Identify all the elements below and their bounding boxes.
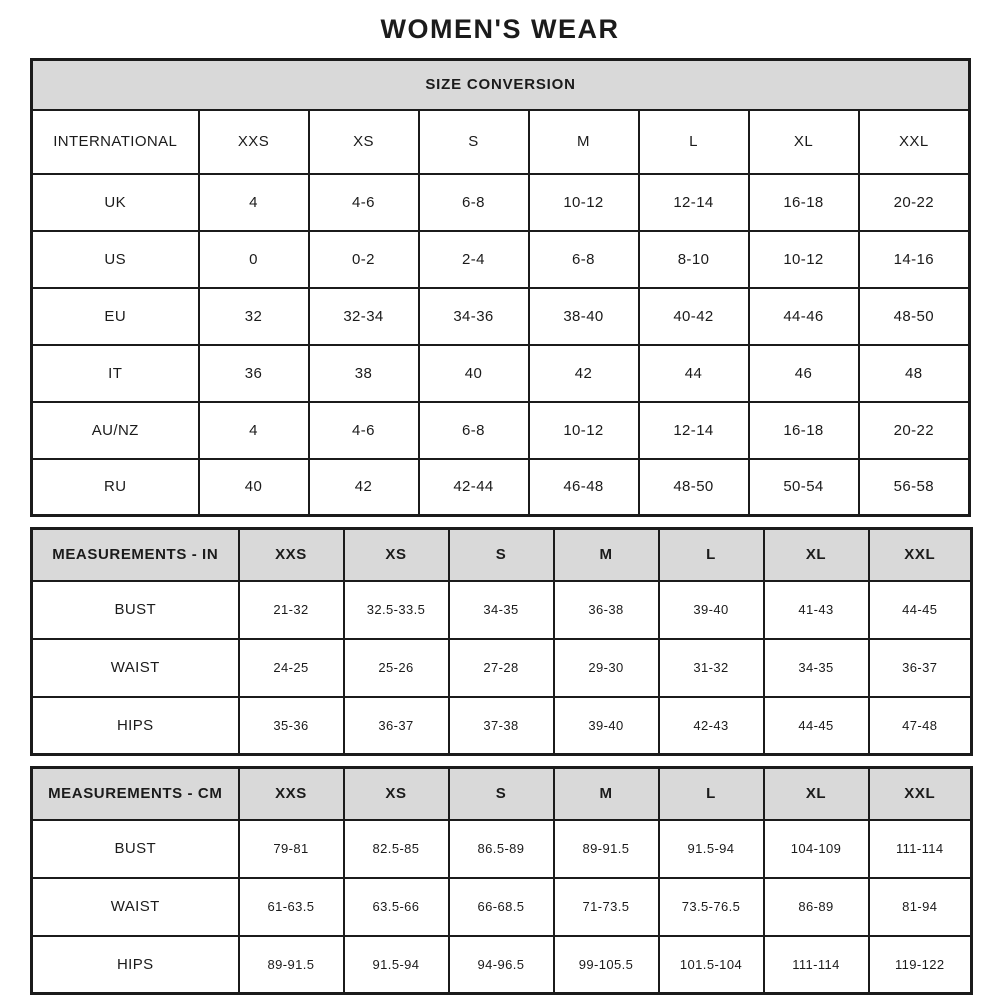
value-cell: 0-2: [309, 231, 419, 288]
row-label: IT: [32, 345, 199, 402]
header-label: INTERNATIONAL: [32, 110, 199, 174]
table-row: [32, 697, 972, 755]
value-cell: 34-35: [449, 581, 554, 639]
value-cell: 4: [199, 402, 309, 459]
size-header: XS: [344, 768, 449, 820]
value-cell: 56-58: [859, 459, 970, 516]
value-cell: 35-36: [239, 697, 344, 755]
header-label: MEASUREMENTS - IN: [32, 529, 239, 581]
size-header: XXS: [239, 768, 344, 820]
value-cell: 39-40: [659, 581, 764, 639]
size-header: M: [554, 768, 659, 820]
value-cell: 86.5-89: [449, 820, 554, 878]
value-cell: 12-14: [639, 402, 749, 459]
value-cell: 37-38: [449, 697, 554, 755]
size-conversion-table: [30, 58, 971, 517]
value-cell: 36-38: [554, 581, 659, 639]
size-header: L: [639, 110, 749, 174]
value-cell: 27-28: [449, 639, 554, 697]
row-label: HIPS: [32, 936, 239, 994]
value-cell: 10-12: [749, 231, 859, 288]
value-cell: 4-6: [309, 174, 419, 231]
value-cell: 104-109: [764, 820, 869, 878]
value-cell: 86-89: [764, 878, 869, 936]
value-cell: 44-45: [869, 581, 972, 639]
size-header: S: [449, 529, 554, 581]
table-row: [32, 231, 970, 288]
row-label: EU: [32, 288, 199, 345]
value-cell: 4: [199, 174, 309, 231]
value-cell: 89-91.5: [554, 820, 659, 878]
page-title: WOMEN'S WEAR: [380, 14, 620, 44]
header-row: [32, 110, 970, 174]
value-cell: 40: [199, 459, 309, 516]
value-cell: 10-12: [529, 402, 639, 459]
value-cell: 111-114: [764, 936, 869, 994]
row-label: RU: [32, 459, 199, 516]
size-header: M: [529, 110, 639, 174]
value-cell: 94-96.5: [449, 936, 554, 994]
value-cell: 61-63.5: [239, 878, 344, 936]
value-cell: 38: [309, 345, 419, 402]
size-header: XXL: [859, 110, 970, 174]
value-cell: 34-36: [419, 288, 529, 345]
row-label: WAIST: [32, 878, 239, 936]
value-cell: 24-25: [239, 639, 344, 697]
value-cell: 44: [639, 345, 749, 402]
value-cell: 41-43: [764, 581, 869, 639]
row-label: US: [32, 231, 199, 288]
value-cell: 82.5-85: [344, 820, 449, 878]
value-cell: 16-18: [749, 174, 859, 231]
value-cell: 16-18: [749, 402, 859, 459]
value-cell: 73.5-76.5: [659, 878, 764, 936]
size-header: L: [659, 768, 764, 820]
value-cell: 91.5-94: [344, 936, 449, 994]
value-cell: 79-81: [239, 820, 344, 878]
header-label: MEASUREMENTS - CM: [32, 768, 239, 820]
table-row: [32, 402, 970, 459]
value-cell: 66-68.5: [449, 878, 554, 936]
value-cell: 46-48: [529, 459, 639, 516]
value-cell: 25-26: [344, 639, 449, 697]
value-cell: 32-34: [309, 288, 419, 345]
table-row: [32, 345, 970, 402]
row-label: WAIST: [32, 639, 239, 697]
value-cell: 47-48: [869, 697, 972, 755]
size-header: M: [554, 529, 659, 581]
value-cell: 50-54: [749, 459, 859, 516]
value-cell: 32.5-33.5: [344, 581, 449, 639]
row-label: BUST: [32, 820, 239, 878]
table-row: [32, 288, 970, 345]
value-cell: 48-50: [639, 459, 749, 516]
value-cell: 40-42: [639, 288, 749, 345]
value-cell: 10-12: [529, 174, 639, 231]
row-label: UK: [32, 174, 199, 231]
size-conversion-banner: SIZE CONVERSION: [32, 60, 970, 110]
value-cell: 42-44: [419, 459, 529, 516]
value-cell: 48: [859, 345, 970, 402]
value-cell: 31-32: [659, 639, 764, 697]
value-cell: 40: [419, 345, 529, 402]
size-header: XL: [764, 768, 869, 820]
value-cell: 42: [309, 459, 419, 516]
size-header: S: [449, 768, 554, 820]
value-cell: 32: [199, 288, 309, 345]
value-cell: 6-8: [419, 402, 529, 459]
table-row: [32, 639, 972, 697]
value-cell: 20-22: [859, 174, 970, 231]
size-header: XXS: [199, 110, 309, 174]
table-row: [32, 820, 972, 878]
value-cell: 39-40: [554, 697, 659, 755]
value-cell: 36: [199, 345, 309, 402]
value-cell: 101.5-104: [659, 936, 764, 994]
value-cell: 0: [199, 231, 309, 288]
size-header: XS: [344, 529, 449, 581]
row-label: BUST: [32, 581, 239, 639]
size-header: XXL: [869, 529, 972, 581]
measurements-in-table: [30, 527, 973, 756]
measurements-cm-table: [30, 766, 973, 995]
row-label: AU/NZ: [32, 402, 199, 459]
size-header: XL: [764, 529, 869, 581]
row-label: HIPS: [32, 697, 239, 755]
table-row: [32, 936, 972, 994]
value-cell: 6-8: [529, 231, 639, 288]
value-cell: 63.5-66: [344, 878, 449, 936]
size-header: L: [659, 529, 764, 581]
size-header: XXS: [239, 529, 344, 581]
value-cell: 21-32: [239, 581, 344, 639]
table-row: [32, 878, 972, 936]
value-cell: 34-35: [764, 639, 869, 697]
table-row: [32, 459, 970, 516]
value-cell: 20-22: [859, 402, 970, 459]
value-cell: 42: [529, 345, 639, 402]
value-cell: 89-91.5: [239, 936, 344, 994]
size-header: XXL: [869, 768, 972, 820]
value-cell: 46: [749, 345, 859, 402]
value-cell: 71-73.5: [554, 878, 659, 936]
value-cell: 48-50: [859, 288, 970, 345]
table-banner-row: [32, 60, 970, 110]
value-cell: 29-30: [554, 639, 659, 697]
value-cell: 81-94: [869, 878, 972, 936]
value-cell: 44-45: [764, 697, 869, 755]
value-cell: 14-16: [859, 231, 970, 288]
value-cell: 2-4: [419, 231, 529, 288]
size-header: XL: [749, 110, 859, 174]
table-row: [32, 174, 970, 231]
value-cell: 12-14: [639, 174, 749, 231]
value-cell: 91.5-94: [659, 820, 764, 878]
value-cell: 8-10: [639, 231, 749, 288]
table-row: [32, 581, 972, 639]
value-cell: 36-37: [344, 697, 449, 755]
value-cell: 119-122: [869, 936, 972, 994]
header-row: [32, 768, 972, 820]
size-header: XS: [309, 110, 419, 174]
value-cell: 38-40: [529, 288, 639, 345]
size-header: S: [419, 110, 529, 174]
value-cell: 6-8: [419, 174, 529, 231]
header-row: [32, 529, 972, 581]
value-cell: 42-43: [659, 697, 764, 755]
value-cell: 44-46: [749, 288, 859, 345]
value-cell: 36-37: [869, 639, 972, 697]
value-cell: 4-6: [309, 402, 419, 459]
value-cell: 111-114: [869, 820, 972, 878]
value-cell: 99-105.5: [554, 936, 659, 994]
